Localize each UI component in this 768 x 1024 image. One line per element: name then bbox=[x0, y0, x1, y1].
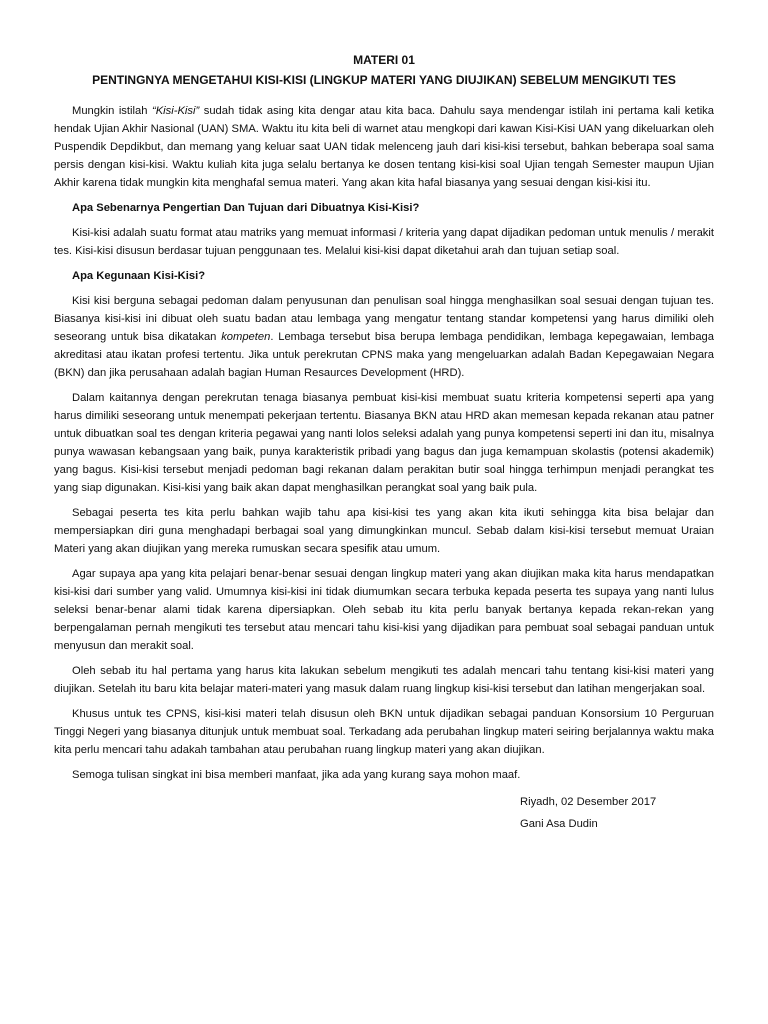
section-heading-definition: Apa Sebenarnya Pengertian Dan Tujuan dari Dibuatnya Kisi-Kisi? bbox=[72, 202, 420, 214]
document-title: MATERI 01 bbox=[353, 53, 415, 67]
paragraph-definition: Kisi-kisi adalah suatu format atau matriks yang memuat informasi / kriteria yang dapat dijadikan pedoman untuk menulis / merakit tes. Kisi-kisi disusun berdasar tujuan penggunaan tes. Melalui kisi-kisi dapat diketahui arah dan tujuan setiap soal. bbox=[54, 227, 714, 257]
paragraph-first-step: Oleh sebab itu hal pertama yang harus kita lakukan sebelum mengikuti tes adalah mencari tahu tentang kisi-kisi materi yang diujikan. Setelah itu baru kita belajar materi-materi yang masuk dalam ruang lingkup kisi-kisi tersebut dan latihan mengerjakan soal. bbox=[54, 665, 714, 695]
signature-block bbox=[520, 791, 714, 835]
document-body bbox=[54, 102, 714, 784]
paragraph-valid-source: Agar supaya apa yang kita pelajari benar-benar sesuai dengan lingkup materi yang akan diujikan maka kita harus mendapatkan kisi-kisi dari sumber yang valid. Umumnya kisi-kisi ini tidak diumumkan secara terbuka kepada peserta tes supaya yang nanti lulus seleksi benar-benar alami tidak karena dipersiapkan. Oleh sebab itu kita perlu banyak bertanya kepada rekan-rekan yang berpengalaman pernah mengikuti tes tersebut atau mencari tahu kisi-kisi yang dijadikan para pembuat soal sebagai panduan untuk menyusun dan merakit soal. bbox=[54, 568, 714, 652]
section-heading-purpose: Apa Kegunaan Kisi-Kisi? bbox=[72, 270, 206, 282]
paragraph-participants: Sebagai peserta tes kita perlu bahkan wajib tahu apa kisi-kisi tes yang akan kita ikuti sehingga kita bisa belajar dan mempersiapkan diri guna menghadapi berbagai soal yang dimungkinkan muncul. Sebab dalam kisi-kisi tersebut memuat Uraian Materi yang akan diujikan yang mereka rumuskan secara spesifik atau umum. bbox=[54, 507, 714, 555]
paragraph-purpose-text-a: Kisi kisi berguna sebagai pedoman dalam penyusunan dan penulisan soal hingga menghasilkan soal sesuai dengan tujuan tes. Biasanya kisi-kisi ini dibuat oleh suatu badan atau lembaga yang mengatur tentang standar kompetensi yang harus dimiliki oleh seseorang untuk bisa dikatakan bbox=[54, 295, 714, 343]
paragraph-purpose-term: kompeten bbox=[221, 331, 271, 343]
document-subtitle: PENTINGNYA MENGETAHUI KISI-KISI (LINGKUP MATERI YANG DIUJIKAN) SEBELUM MENGIKUTI TES bbox=[92, 73, 676, 87]
signature-author: Gani Asa Dudin bbox=[520, 818, 598, 830]
paragraph-closing: Semoga tulisan singkat ini bisa memberi manfaat, jika ada yang kurang saya mohon maaf. bbox=[72, 769, 521, 781]
paragraph-purpose-text-c: . Lembaga tersebut bisa berupa lembaga pendidikan, lembaga kepegawaian, lembaga akreditasi atau ikatan profesi tertentu. Jika untuk perekrutan CPNS maka yang mengeluarkan adalah Badan Kepegawaian Negara (BKN) dan jika perusahaan adalah bagian Human Resaurces Development (HRD). bbox=[54, 331, 714, 379]
paragraph-intro bbox=[54, 102, 714, 192]
paragraph-intro-term: “Kisi-Kisi” bbox=[151, 105, 200, 117]
paragraph-cpns: Khusus untuk tes CPNS, kisi-kisi materi telah disusun oleh BKN untuk dijadikan sebagai panduan Konsorsium 10 Perguruan Tinggi Negeri yang biasanya ditunjuk untuk membuat soal. Terkadang ada perubahan lingkup materi seiring berjalannya waktu maka kita perlu mencari tahu adakah tambahan atau perubahan ruang lingkup materi yang akan diujikan. bbox=[54, 708, 714, 756]
paragraph-intro-text-a: Mungkin istilah bbox=[72, 105, 152, 117]
paragraph-intro-text-c: sudah tidak asing kita dengar atau kita baca. Dahulu saya mendengar istilah ini pertama kali ketika hendak Ujian Akhir Nasional (UAN) SMA. Waktu itu kita beli di warnet atau mengkopi dari kawan Kisi-Kisi UAN yang dikeluarkan oleh Puspendik Depdikbut, dan memang yang keluar saat UAN tidak melenceng jauh dari kisi-kisi tersebut, bahkan beberapa soal sama persis dengan kisi-kisi. Waktu kuliah kita juga selalu bertanya ke dosen tentang kisi-kisi soal Ujian tengah Semester maupun Ujian Akhir karena tidak mungkin kita menghafal semua materi. Yang akan kita hafal biasanya yang sesuai dengan kisi-kisi itu. bbox=[54, 105, 714, 189]
signature-place-date: Riyadh, 02 Desember 2017 bbox=[520, 796, 657, 808]
paragraph-recruitment: Dalam kaitannya dengan perekrutan tenaga biasanya pembuat kisi-kisi membuat suatu kriteria kompetensi seperti apa yang harus dimiliki seseorang untuk menempati pekerjaan tertentu. Biasanya BKN atau HRD akan memesan kepada rekanan atau patner untuk dibuatkan soal tes dengan kriteria pegawai yang nanti lolos seleksi adalah yang punya kompetensi seperti ini dan itu, misalnya punya wawasan kebangsaan yang baik, punya karakteristik pribadi yang bagus dan juga kemampuan skolastis (potensi akademik) yang bagus. Kisi-kisi tersebut menjadi pedoman bagi rekanan dalam perakitan butir soal hingga terhimpun menjadi perangkat tes yang siap digunakan. Kisi-kisi yang baik akan dapat menghasilkan perangkat soal yang baik pula. bbox=[54, 392, 714, 494]
paragraph-purpose bbox=[54, 292, 714, 382]
